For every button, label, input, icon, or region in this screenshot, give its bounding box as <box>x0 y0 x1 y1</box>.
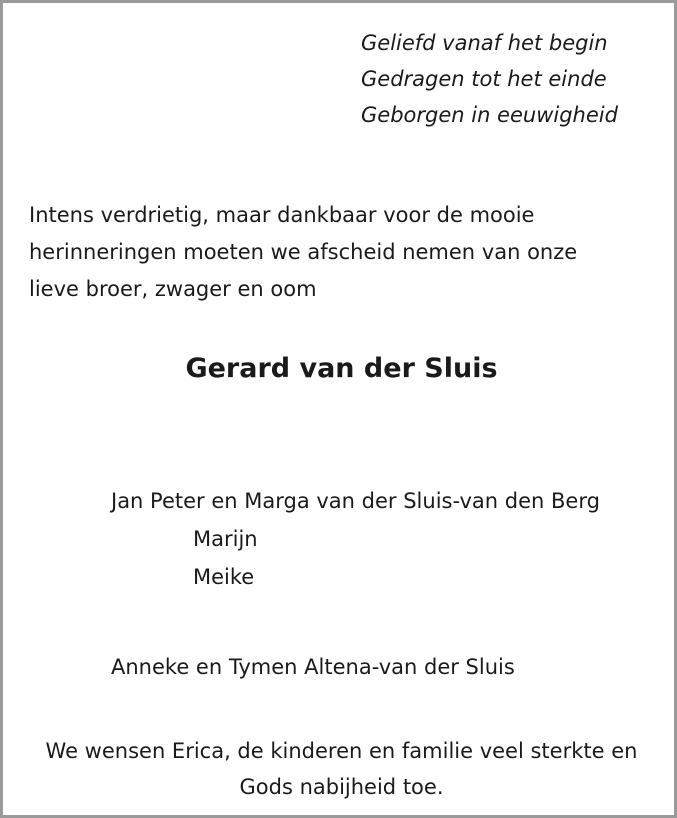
intro-line: herinneringen moeten we afscheid nemen van onze <box>29 240 578 264</box>
poem-line: Gedragen tot het einde <box>361 67 607 91</box>
family-child: Meike <box>193 565 255 589</box>
family-couple-2: Anneke en Tymen Altena-van der Sluis <box>111 655 515 679</box>
intro-text <box>29 197 577 308</box>
poem-line: Geborgen in eeuwigheid <box>361 103 618 127</box>
closing-line: We wensen Erica, de kinderen en familie veel sterkte en <box>45 739 638 763</box>
family-couple-1: Jan Peter en Marga van der Sluis-van den Berg <box>111 489 600 513</box>
intro-line: lieve broer, zwager en oom <box>29 277 317 301</box>
intro-line: Intens verdrietig, maar dankbaar voor de mooie <box>29 203 535 227</box>
family-child: Marijn <box>193 527 258 551</box>
deceased-name: Gerard van der Sluis <box>185 353 498 384</box>
poem <box>361 25 618 133</box>
poem-line: Geliefd vanaf het begin <box>361 31 608 55</box>
closing-text <box>3 733 677 805</box>
closing-line: Gods nabijheid toe. <box>239 775 444 799</box>
